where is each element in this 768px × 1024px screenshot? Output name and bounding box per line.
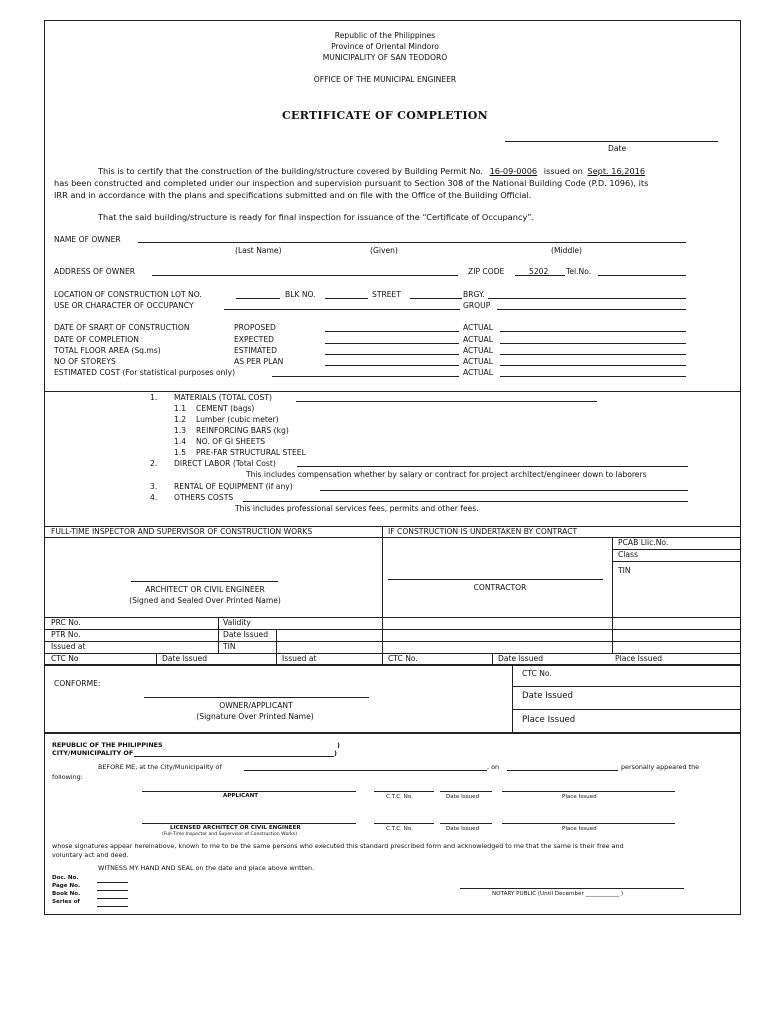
owner-name-label: NAME OF OWNER — [54, 235, 121, 244]
cost-right-border — [740, 392, 741, 526]
certify-ready: That the said building/structure is ready for final inspection for issuance of the “Certificate of Occupancy”. — [98, 212, 535, 222]
following-text: following: — [52, 773, 83, 781]
book-no-label: Book No. — [52, 891, 81, 897]
owner-applicant-label: OWNER/APPLICANT — [219, 701, 293, 710]
cost-left-border — [44, 392, 45, 526]
materials-label: MATERIALS (TOTAL COST) — [174, 393, 272, 402]
lot-field[interactable] — [236, 298, 280, 299]
header-province: Province of Oriental Mindoro — [331, 42, 439, 51]
contract-header: IF CONSTRUCTION IS UNDERTAKEN BY CONTRACT — [388, 527, 578, 536]
others-note: This includes professional services fees, permits and other fees. — [235, 504, 479, 513]
ctc-no2-label: CTC No. — [388, 654, 418, 663]
rebar-label: REINFORCING BARS (kg) — [196, 426, 289, 435]
owner-given-name: (Given) — [370, 246, 398, 255]
before-me-text: BEFORE ME, at the City/Municipality of — [98, 763, 222, 771]
brgy-label: BRGY. — [463, 290, 485, 299]
page-no-label: Page No. — [52, 883, 81, 889]
materials-field[interactable] — [296, 401, 597, 402]
use-label: USE OR CHARACTER OF OCCUPANCY — [54, 301, 194, 310]
whose-text-2: voluntary act and deed. — [52, 851, 129, 859]
contractor-label: CONTRACTOR — [473, 583, 527, 592]
conforme-ctc: CTC No. — [522, 669, 552, 678]
inspector-header: FULL-TIME INSPECTOR AND SUPERVISOR OF CONSTRUCTION WORKS — [51, 527, 313, 536]
group-label: GROUP — [463, 301, 491, 310]
ctc-no-label: CTC No — [51, 654, 79, 663]
address-field[interactable] — [152, 275, 458, 276]
appeared-text: personally appeared the — [621, 763, 700, 771]
date-issued3-label: Date Issued — [498, 654, 544, 663]
street-field[interactable] — [410, 298, 462, 299]
zip-label: ZIP CODE — [468, 267, 505, 276]
rental-field[interactable] — [320, 490, 688, 491]
steel-label: PRE-FAR STRUCTURAL STEEL — [196, 448, 306, 457]
group-field[interactable] — [497, 309, 686, 310]
permit-number: 16-09-0006 — [489, 166, 538, 176]
tel-field[interactable] — [598, 275, 686, 276]
labor-field[interactable] — [297, 466, 688, 467]
tel-label: Tel.No. — [566, 267, 592, 276]
licensed-sig-line[interactable] — [142, 823, 356, 824]
tin-label: TIN — [618, 566, 631, 575]
owner-signature-line[interactable] — [144, 697, 369, 698]
conforme-date-issued: Date Issued — [522, 691, 573, 701]
date-label: Date — [608, 144, 627, 153]
conforme-label: CONFORME: — [54, 679, 101, 688]
notary-city: CITY/MUNICIPALITY OF — [52, 749, 134, 757]
certify-line1: This is to certify that the construction of the building/structure covered by Building Permit No. 16-09-0006 issued on Sept. 16,2016 — [98, 166, 646, 176]
location-label: LOCATION OF CONSTRUCTION LOT NO. — [54, 290, 202, 299]
issued-at-label: Issued at — [51, 642, 86, 651]
before-city-field[interactable] — [244, 770, 487, 771]
certify-line2: has been constructed and completed under our inspection and supervision pursuant to Section 308 of the National Building Code (P.D. 1096), its — [54, 178, 649, 188]
whose-text-1: whose signatures appear hereinabove, known to me to be the same persons who executed this standard prescribed form and acknowledged to me that the same is their free and — [52, 842, 624, 850]
tin2-label: TIN — [223, 642, 236, 651]
notary-city-field[interactable] — [134, 756, 334, 757]
others-label: OTHERS COSTS — [174, 493, 234, 502]
labor-label: DIRECT LABOR (Total Cost) — [174, 459, 276, 468]
notary-republic: REPUBLIC OF THE PHILIPPINES — [52, 741, 163, 749]
witness-text: WITNESS MY HAND AND SEAL on the date and place above written. — [98, 864, 315, 872]
date-issued-label: Date Issued — [223, 630, 269, 639]
page-title: CERTIFICATE OF COMPLETION — [281, 109, 489, 122]
architect-label: ARCHITECT OR CIVIL ENGINEER — [145, 585, 265, 594]
notary-public-label: NOTARY PUBLIC (Until December ____________ ) — [492, 891, 624, 897]
series-label: Series of — [52, 899, 80, 905]
conforme-box — [44, 665, 741, 733]
date-line[interactable] — [505, 141, 718, 142]
date-issued2-label: Date Issued — [162, 654, 208, 663]
issued-on-date: Sept. 16,2016 — [587, 166, 646, 176]
ptr-label: PTR No. — [51, 630, 81, 639]
blk-field[interactable] — [325, 298, 368, 299]
use-field[interactable] — [224, 309, 460, 310]
signature-label: (Signature Over Printed Name) — [196, 712, 314, 721]
validity-label: Validity — [223, 618, 251, 627]
conforme-place-issued: Place Issued — [522, 715, 576, 725]
prc-label: PRC No. — [51, 618, 81, 627]
cement-label: CEMENT (bags) — [196, 404, 255, 413]
address-label: ADDRESS OF OWNER — [54, 267, 136, 276]
applicant-label: APPLICANT — [223, 793, 259, 799]
before-date-field[interactable] — [507, 770, 618, 771]
signed-sealed-label: (Signed and Sealed Over Printed Name) — [129, 596, 281, 605]
licensed-sub: (Full-Time Inspector and Supervisor of Construction Works) — [162, 832, 297, 837]
lumber-label: Lumber (cubic meter) — [196, 415, 279, 424]
header-republic: Republic of the Philippines — [334, 31, 436, 40]
labor-note: This includes compensation whether by salary or contract for project architect/engineer down to laborers — [246, 470, 647, 479]
class-label: Class — [618, 550, 638, 559]
owner-middle-name: (Middle) — [551, 246, 583, 255]
owner-last-name: (Last Name) — [235, 246, 282, 255]
issued-at2-label: Issued at — [282, 654, 317, 663]
place-issued-label: Place Issued — [615, 654, 663, 663]
pcab-label: PCAB Llic.No. — [618, 538, 669, 547]
zip-field[interactable] — [515, 275, 565, 276]
others-field[interactable] — [243, 501, 688, 502]
licensed-label: LICENSED ARCHITECT OR CIVIL ENGINEER — [170, 825, 301, 831]
header-office: OFFICE OF THE MUNICIPAL ENGINEER — [313, 75, 457, 84]
blk-label: BLK NO. — [285, 290, 316, 299]
brgy-field[interactable] — [488, 298, 686, 299]
gi-sheets-label: NO. OF GI SHEETS — [196, 437, 266, 446]
architect-signature-line[interactable] — [131, 581, 278, 582]
header-municipality: MUNICIPALITY OF SAN TEODORO — [322, 53, 448, 62]
owner-name-field[interactable] — [138, 242, 686, 243]
street-label: STREET — [372, 290, 401, 299]
certify-line3: IRR and in accordance with the plans and specifications submitted and on file with the Office of the Building Official. — [54, 190, 532, 200]
zip-value: 5202 — [529, 267, 549, 276]
applicant-sig-line[interactable] — [142, 791, 356, 792]
doc-no-label: Doc. No. — [52, 875, 79, 881]
contractor-signature-line[interactable] — [388, 579, 603, 580]
notary-signature-line[interactable] — [460, 888, 684, 889]
rental-label: RENTAL OF EQUIPMENT (if any) — [174, 482, 293, 491]
